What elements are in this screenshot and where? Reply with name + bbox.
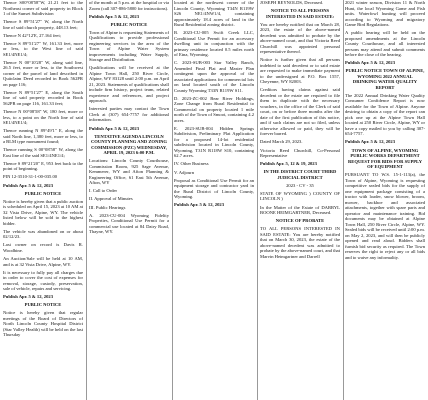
notice-paragraph: Creditors having claims against said decedent or the estate are required to file them in duplicate with the necessary vouchers, in the office of the Clerk of said court, on or before three months after the date of the first publication of this notice, and if such claims are not so filed, unless otherwise allowed or paid, they will be forever barred. xyxy=(260,87,340,137)
notice-column-5 xyxy=(345,0,425,400)
notice-paragraph: A public hearing will be held on the proposed amendments at the Lincoln County Courthouse, and all interested persons may attend and submit comments before the close of the hearing. xyxy=(345,30,425,58)
notice-paragraph: PURSUANT TO W.S. 15-1-113(a), the Town of Alpine, Wyoming is requesting competitive sealed bids for the supply of one equipment package consisting of a tractor with loader, snow blower, broom, mower, backhoe and associated attachments, together with spare parts and operator and maintenance training. Bid documents may be obtained at Alpine Town Hall, 250 River Circle, Alpine, WY. Sealed bids will be received until 2:00 p.m. on May 2, 2023, and will then be publicly opened and read aloud. Bidders shall furnish bid security as required. The Town reserves the right to reject any or all bids and to waive any informality. xyxy=(345,172,425,260)
notice-paragraph: Thence S 89°21'20" E, 953 feet back to the point of beginning. xyxy=(3,160,83,172)
notice-paragraph: A. 2023-CU-004 Wyoming Fidelity Properties, Conditional Use Permit for a commercial use located at 84 Dairy Road, Thayne, WY. xyxy=(89,212,169,235)
notice-paragraph: The vehicle was abandoned on or about 02/12/23. xyxy=(3,228,83,240)
publish-dates-line: Publish Apr. 5 & 12, 2023 xyxy=(3,182,53,188)
notice-paragraph: D. 2023-ZC-002 Bear River Holdings, Zone Change from Rural Residential to Commercial on property located 1 mile north of the Town of Smoot, containing 4.2 acres. xyxy=(174,95,254,123)
publish-dates-line: Publish Apr. 5 & 12, 2023 xyxy=(89,13,139,19)
notice-paragraph: An Auction/Sale will be held at 10 AM, and is at 32 Vista Drive, Alpine, WY. xyxy=(3,256,83,267)
notice-paragraph: V. Adjourn xyxy=(174,169,195,175)
notice-paragraph: JOSEPH REYNOLDS, Deceased. xyxy=(260,0,324,5)
notice-heading: IN THE DISTRICT COURT THIRD JUDICIAL DISTRICT xyxy=(263,169,337,180)
notice-paragraph: Dated March 29, 2023. xyxy=(260,139,303,145)
notice-paragraph: Thence S00°08'58"W, 21.21 feet to the Northeast corner of said property in Block 1 of the Sunset Subdivision xyxy=(3,0,83,16)
notice-paragraph: It is necessary to fully pay all charges due in order to cover the cost of expenses for removal, storage, custody, preservation, sale of vehicle, repairs and servicing. xyxy=(3,269,83,292)
notice-paragraph: Qualifications will be received at the Alpine Town Hall, 250 River Circle, Alpine, WY 83128 until 2:00 p.m. on April 21, 2023. Statements of qualifications shall include firm history, project team, related experience and references, and project approach. xyxy=(89,65,169,104)
notice-paragraph: 2021 winter season, Division 11 & North Hunt, the local Wyoming Game and Fish units. Waterfowl hunting will proceed according to Wyoming and migratory Game Bird Regulations. xyxy=(345,0,425,27)
notice-paragraph: IV. Other Business xyxy=(174,161,209,167)
notice-heading: NOTICE OF PROBATE xyxy=(275,218,325,224)
notice-paragraph: C. 2023-SUB-003 Star Valley Ranch, Amended Final Plat and Master Plan contingent upon the approval of the associated applications for commercial lots on land located south of the Lincoln County Wyoming T33N R119W S11. xyxy=(174,60,254,93)
publish-dates-line: Publish Apr. 5 & 12, 2023 xyxy=(345,139,395,145)
column-divider xyxy=(343,0,344,400)
notice-heading: PUBLIC NOTICE xyxy=(24,302,62,308)
notice-paragraph: TO ALL PERSONS INTERESTED IN SAID ESTATE: You are hereby notified that on March 30, 2023, the estate of the above-named decedent was admitted to probate by the above-named court, and that Marvin Heimgartner and Darrell xyxy=(260,226,340,259)
notice-paragraph: Proposal as Conditional Use Permit for an equipment storage and contractor yard in the Rural District of Lincoln County, Wyoming. xyxy=(174,177,254,200)
notice-paragraph: Locations: Lincoln County Courthouse, Commission Room, 925 Sage Avenue, Kemmerer, WY and Afton Planning & Engineering Office, 61 East 5th Avenue, Afton, WY xyxy=(89,158,169,186)
notice-column-3 xyxy=(174,0,254,400)
notice-paragraph: Victoria Reed Churchill, Co-Personal Representative xyxy=(260,147,340,159)
notice-heading: TOWN OF ALPINE, WYOMING PUBLIC WORKS DEPARTMENT REQUEST FOR BIDS FOR SUPPLY OF EQUIPMENT xyxy=(347,147,423,170)
notice-column-4 xyxy=(260,0,340,400)
notice-paragraph: Thence S 89°51'27" W, 161.33 feet, more or less, to the West line of said SE1/4NE1/4; xyxy=(3,40,83,57)
notice-paragraph: II. Approval of Minutes xyxy=(89,196,133,202)
notice-paragraph: Last owner on record is Davis R. Woodbine. xyxy=(3,242,83,253)
notice-paragraph: E. 2023-SUB-004 Hidden Springs Subdivision, Preliminary Plat Application for a proposed 14-lot residential subdivision located in Lincoln County, Wyoming, T31N R118W S10, containing 62.7 acres. xyxy=(174,125,254,159)
notice-paragraph: Thence N 89°51'27" E, along the South line of said property recorded in Book 562PR on page 116, 161.33 feet; xyxy=(3,89,83,106)
notice-column-2 xyxy=(89,0,169,400)
notice-paragraph: STATE OF WYOMING ) COUNTY OF LINCOLN ) xyxy=(260,190,340,202)
notice-paragraph: Thence N 00°10'28" W, along said line, 26.5 feet, more or less, to the Southwest corner of the parcel of land described in Quitclaim Deed recorded in Book 562PR on page 116; xyxy=(3,59,83,87)
notice-paragraph: Thence S 89°51'27" W, along the North line of said church property, 448.13 feet; xyxy=(3,19,83,30)
notice-heading: TENTATIVE AGENDA LINCOLN COUNTY PLANNING AND ZONING COMMISSION (PZC) WEDNESDAY, APRIL 19, 2023 6:00 P.M. xyxy=(90,133,167,156)
notice-paragraph: The 2022 Annual Drinking Water Quality Consumer Confidence Report is now available for the Town of Alpine. Anyone desiring to obtain a copy of the report can pick one up at the Alpine Town Hall located at 250 River Circle, Alpine, WY or have a copy mailed to you by calling 307-654-7757. xyxy=(345,92,425,137)
notice-paragraph: Thence running N 89°49'1" E, along the said North line, 1,380 feet, more or less, to a BLM type monument found; xyxy=(3,128,83,145)
notice-paragraph: Town of Alpine is requesting Statements of Qualifications to provide professional engineering services in the area of the Town of Alpine Water System improvements including Water Supply, Storage and Distribution. xyxy=(89,29,169,63)
notice-paragraph: III. Public Hearings xyxy=(89,204,126,210)
column-divider xyxy=(172,0,173,400)
notice-heading: NOTICE TO ALL PERSONS INTERESTED IN SAID ESTATE: xyxy=(265,8,335,19)
publish-dates-line: Publish Apr. 5 & 12, 2023 xyxy=(345,60,395,66)
notice-paragraph: B. 2023-CU-005 Swift Creek LLC, Conditional Use Permit for an accessory dwelling unit in conjunction with the primary residence located 0.5 miles north of Etna, Wyoming. xyxy=(174,30,254,58)
publish-dates-line: Publish Apr. 5 & 12, 2023 xyxy=(174,202,224,208)
publish-dates-line: Publish Apr. 5 & 12, 2023 xyxy=(89,125,139,131)
publish-dates-line: Publish Apr. 5, 12 & 19, 2023 xyxy=(260,161,317,167)
publish-dates-line: Publish Apr. 5 & 12, 2023 xyxy=(3,294,53,300)
notice-paragraph: Notice is hereby given that a public auction is scheduled on April 15, 2023 at 10 AM at 32 Vista Drive, Alpine, WY. The vehicle listed below will be sold to the highest bidder. xyxy=(3,198,83,226)
case-number-line: 2023 - CV - 35 xyxy=(286,182,314,188)
column-divider xyxy=(86,0,87,400)
notice-paragraph: Interested parties may contact the Town Clerk at (307) 654-7757 for additional information. xyxy=(89,106,169,123)
column-divider xyxy=(257,0,258,400)
notice-heading: PUBLIC NOTICE xyxy=(110,21,148,27)
notice-column-1 xyxy=(3,0,83,400)
notice-paragraph: You are hereby notified that on March 28, 2023, the estate of the above-named decedent was admitted to probate by the above-named court, and that Victoria Reed Churchill was appointed personal representative thereof. xyxy=(260,21,340,55)
notice-paragraph: Thence N 00°08'58" W, 180 feet, more or less, to a point on the North line of said SE1/4NE1/4; xyxy=(3,109,83,126)
notice-heading: PUBLIC NOTICE xyxy=(24,190,62,196)
notice-paragraph: Notice is hereby given that regular meetings of the Board of Directors of North Lincoln County Hospital District (Star Valley Health) will be held on the last Thursday xyxy=(3,310,83,338)
notice-paragraph: located at the northwest corner of the Lincoln County, Wyoming T34N R119W S26 NE1/4NW1/4, containing approximately 18.4 acres of land in the Rural Residential zoning district. xyxy=(174,0,254,27)
notice-paragraph: Thence N 42°12'E, 27.164 feet; xyxy=(3,32,62,38)
notice-paragraph: I. Call to Order xyxy=(89,188,118,194)
notice-heading: PUBLIC NOTICE TOWN OF ALPINE, WYOMING 2022 ANNUAL DRINKING WATER QUALITY REPORT xyxy=(345,68,425,90)
notice-paragraph: Thence running S 00°08'58" W, along the East line of the said SE1/4NE1/4; xyxy=(3,147,83,158)
notice-paragraph: In the Matter of the Estate of DARRYL BOONE HEIMGARTNER, Deceased. xyxy=(260,204,340,216)
notice-paragraph: PIN 12-3510-31-1-00-035.00 xyxy=(3,174,58,180)
notice-paragraph: Notice is further given that all persons indebted to said decedent or to said estate are requested to make immediate payment to the undersigned at P.O. Box 1557, Cheyenne, WY 82003. xyxy=(260,57,340,85)
notice-paragraph: of the month at 5 p.m. at the hospital or via Zoom (call 307-886-5800 for instructions). xyxy=(89,0,169,11)
